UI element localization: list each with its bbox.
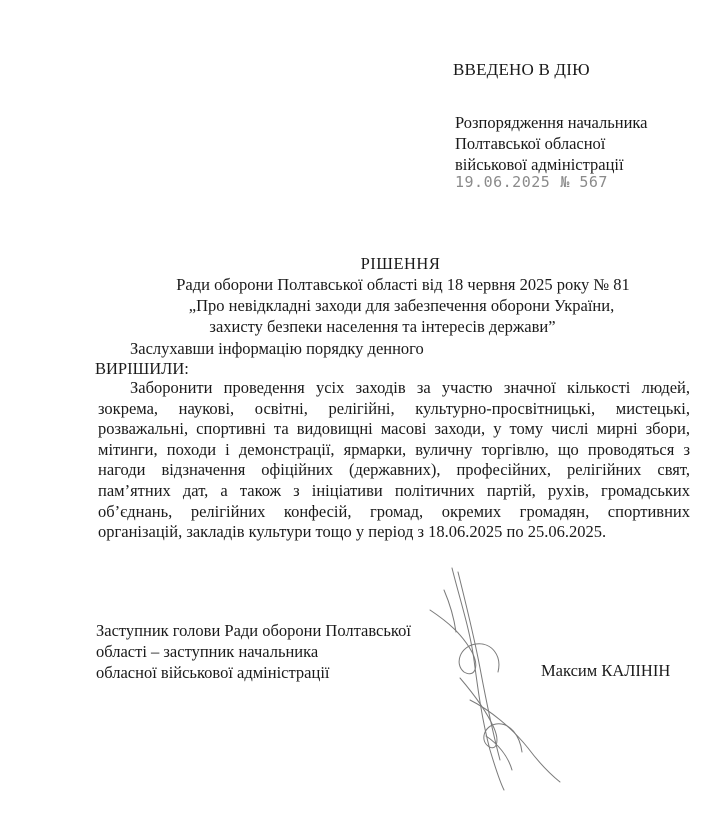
decision-paragraph: Заборонити проведення усіх заходів за участю значної кількості людей, зокрема, наукові, освітні, релігійні, культурно-просвітницькі, мистецькі, розважальні, спортивні та видовищні масові заходи, у тому числі мирні збори, мітинги, походи і демонстрації, ярмарки, вуличну торгівлю, що проводяться з нагоди відзначення офіційних (державних), професійних, релігійних свят, пам’ятних дат, а також з ініціативи політичних партій, рухів, громадських об’єднань, релігійних конфесій, громад, окремих громадян, спортивних організацій, закладів культури тощо у період з 18.06.2025 по 25.06.2025. — [98, 378, 690, 542]
registration-stamp — [455, 173, 618, 191]
enacted-stamp: ВВЕДЕНО В ДІЮ — [453, 60, 590, 79]
stamp-number: № 567 — [560, 173, 608, 191]
order-line: військової адміністрації — [455, 155, 624, 174]
signatory-position — [96, 620, 411, 683]
decision-title — [0, 253, 718, 337]
resolved-label: ВИРІШИЛИ: — [95, 359, 189, 378]
order-reference — [455, 112, 648, 175]
agenda-line: Заслухавши інформацію порядку денного — [130, 339, 424, 358]
decision-subject: „Про невідкладні заходи для забезпечення оборони України, — [188, 296, 615, 315]
position-line: області – заступник начальника — [96, 642, 319, 661]
position-line: Заступник голови Ради оборони Полтавської — [96, 621, 411, 640]
decision-subtitle: Ради оборони Полтавської області від 18 червня 2025 року № 81 — [176, 275, 630, 294]
order-line: Розпорядження начальника — [455, 113, 648, 132]
order-line: Полтавської обласної — [455, 134, 606, 153]
decision-heading: РІШЕННЯ — [360, 254, 441, 273]
stamp-date: 19.06.2025 — [455, 173, 551, 191]
decision-subject-cont: захисту безпеки населення та інтересів держави” — [209, 317, 556, 336]
position-line: обласної військової адміністрації — [96, 663, 330, 682]
signatory-name: Максим КАЛІНІН — [541, 661, 671, 680]
